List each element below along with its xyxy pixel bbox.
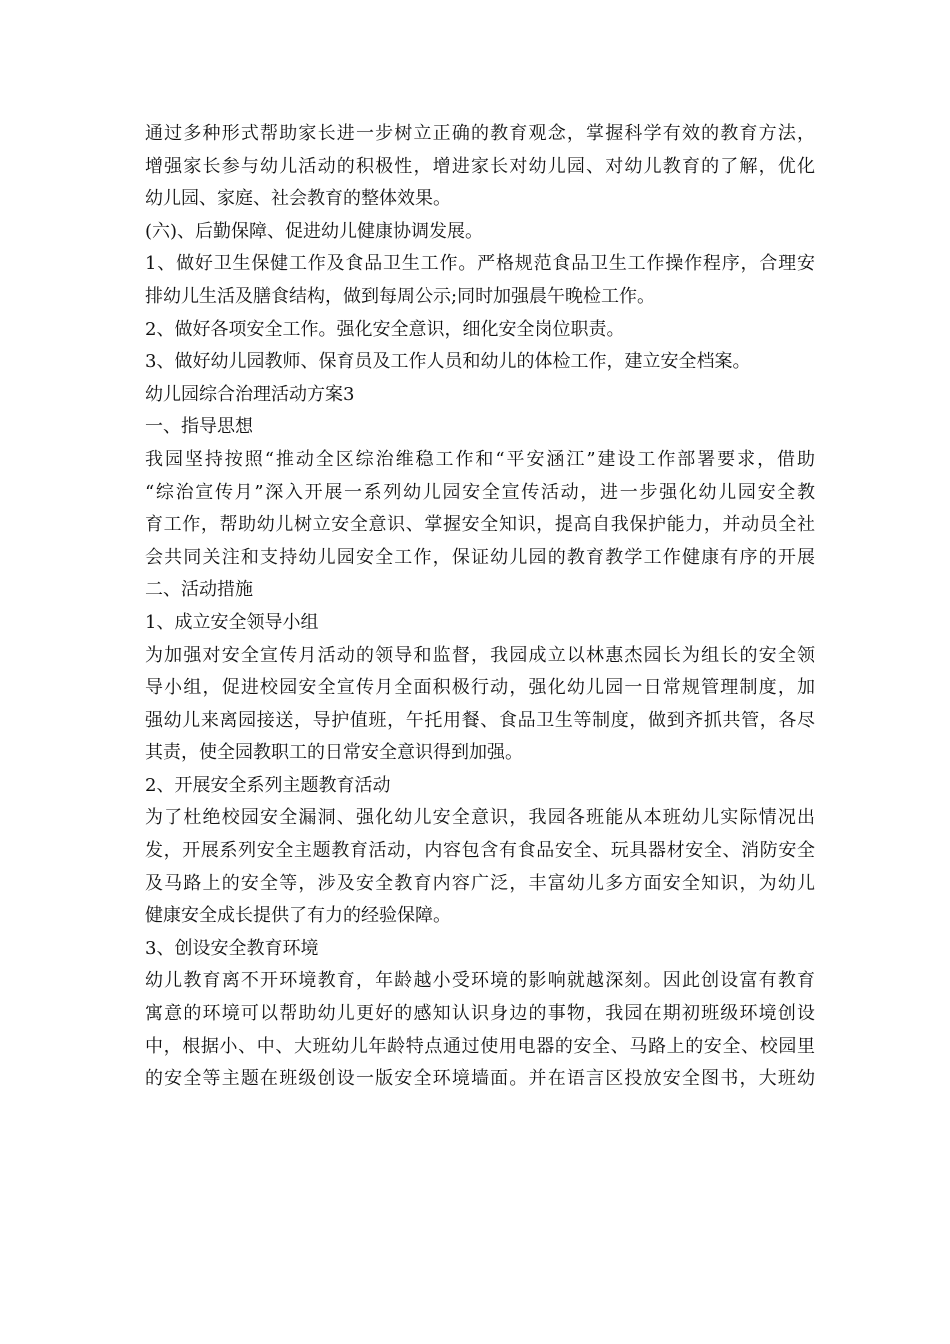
document-title: 幼儿园综合治理活动方案3 bbox=[145, 383, 355, 405]
text-line: “综治宣传月”深入开展一系列幼儿园安全宣传活动，进一步强化幼儿园安全教 bbox=[145, 481, 815, 503]
text-line: 及马路上的安全等，涉及安全教育内容广泛，丰富幼儿多方面安全知识，为幼儿 bbox=[145, 872, 815, 894]
text-line: 发，开展系列安全主题教育活动，内容包含有食品安全、玩具器材安全、消防安全 bbox=[145, 840, 815, 862]
section-heading: 一、指导思想 bbox=[145, 416, 253, 438]
text-line: 中，根据小、中、大班幼儿年龄特点通过使用电器的安全、马路上的安全、校园里 bbox=[145, 1035, 815, 1057]
text-line: 排幼儿生活及膳食结构，做到每周公示;同时加强晨午晚检工作。 bbox=[145, 285, 656, 307]
text-line: 育工作，帮助幼儿树立安全意识、掌握安全知识，提高自我保护能力，并动员全社 bbox=[145, 514, 815, 536]
text-line: 我园坚持按照“推动全区综治维稳工作和“平安涵江”建设工作部署要求，借助 bbox=[145, 448, 815, 470]
text-line: 强幼儿来离园接送，导护值班，午托用餐、食品卫生等制度，做到齐抓共管，各尽 bbox=[145, 709, 815, 731]
document-body bbox=[145, 118, 815, 1096]
subsection-heading: 1、成立安全领导小组 bbox=[145, 611, 319, 633]
text-line: 增强家长参与幼儿活动的积极性，增进家长对幼儿园、对幼儿教育的了解，优化 bbox=[145, 155, 815, 177]
section-heading: 二、活动措施 bbox=[145, 579, 253, 601]
text-line: 为加强对安全宣传月活动的领导和监督，我园成立以林惠杰园长为组长的安全领 bbox=[145, 644, 815, 666]
text-line: 1、做好卫生保健工作及食品卫生工作。严格规范食品卫生工作操作程序，合理安 bbox=[145, 253, 815, 275]
text-line: 幼儿园、家庭、社会教育的整体效果。 bbox=[145, 188, 451, 210]
text-line: 为了杜绝校园安全漏洞、强化幼儿安全意识，我园各班能从本班幼儿实际情况出 bbox=[145, 807, 815, 829]
section-heading: (六)、后勤保障、促进幼儿健康协调发展。 bbox=[145, 220, 484, 242]
text-line: 会共同关注和支持幼儿园安全工作，保证幼儿园的教育教学工作健康有序的开展 bbox=[145, 546, 815, 568]
text-line: 幼儿教育离不开环境教育，年龄越小受环境的影响就越深刻。因此创设富有教育 bbox=[145, 970, 815, 992]
text-line: 寓意的环境可以帮助幼儿更好的感知认识身边的事物，我园在期初班级环境创设 bbox=[145, 1003, 815, 1025]
text-line: 健康安全成长提供了有力的经验保障。 bbox=[145, 905, 451, 927]
text-line: 导小组，促进校园安全宣传月全面积极行动，强化幼儿园一日常规管理制度，加 bbox=[145, 677, 815, 699]
text-line: 其责，使全园教职工的日常安全意识得到加强。 bbox=[145, 742, 523, 764]
subsection-heading: 2、开展安全系列主题教育活动 bbox=[145, 774, 391, 796]
text-line: 2、做好各项安全工作。强化安全意识，细化安全岗位职责。 bbox=[145, 318, 625, 340]
text-line: 的安全等主题在班级创设一版安全环境墙面。并在语言区投放安全图书，大班幼 bbox=[145, 1068, 815, 1090]
text-line: 3、做好幼儿园教师、保育员及工作人员和幼儿的体检工作，建立安全档案。 bbox=[145, 351, 751, 373]
subsection-heading: 3、创设安全教育环境 bbox=[145, 937, 319, 959]
text-line: 通过多种形式帮助家长进一步树立正确的教育观念，掌握科学有效的教育方法， bbox=[145, 123, 815, 144]
